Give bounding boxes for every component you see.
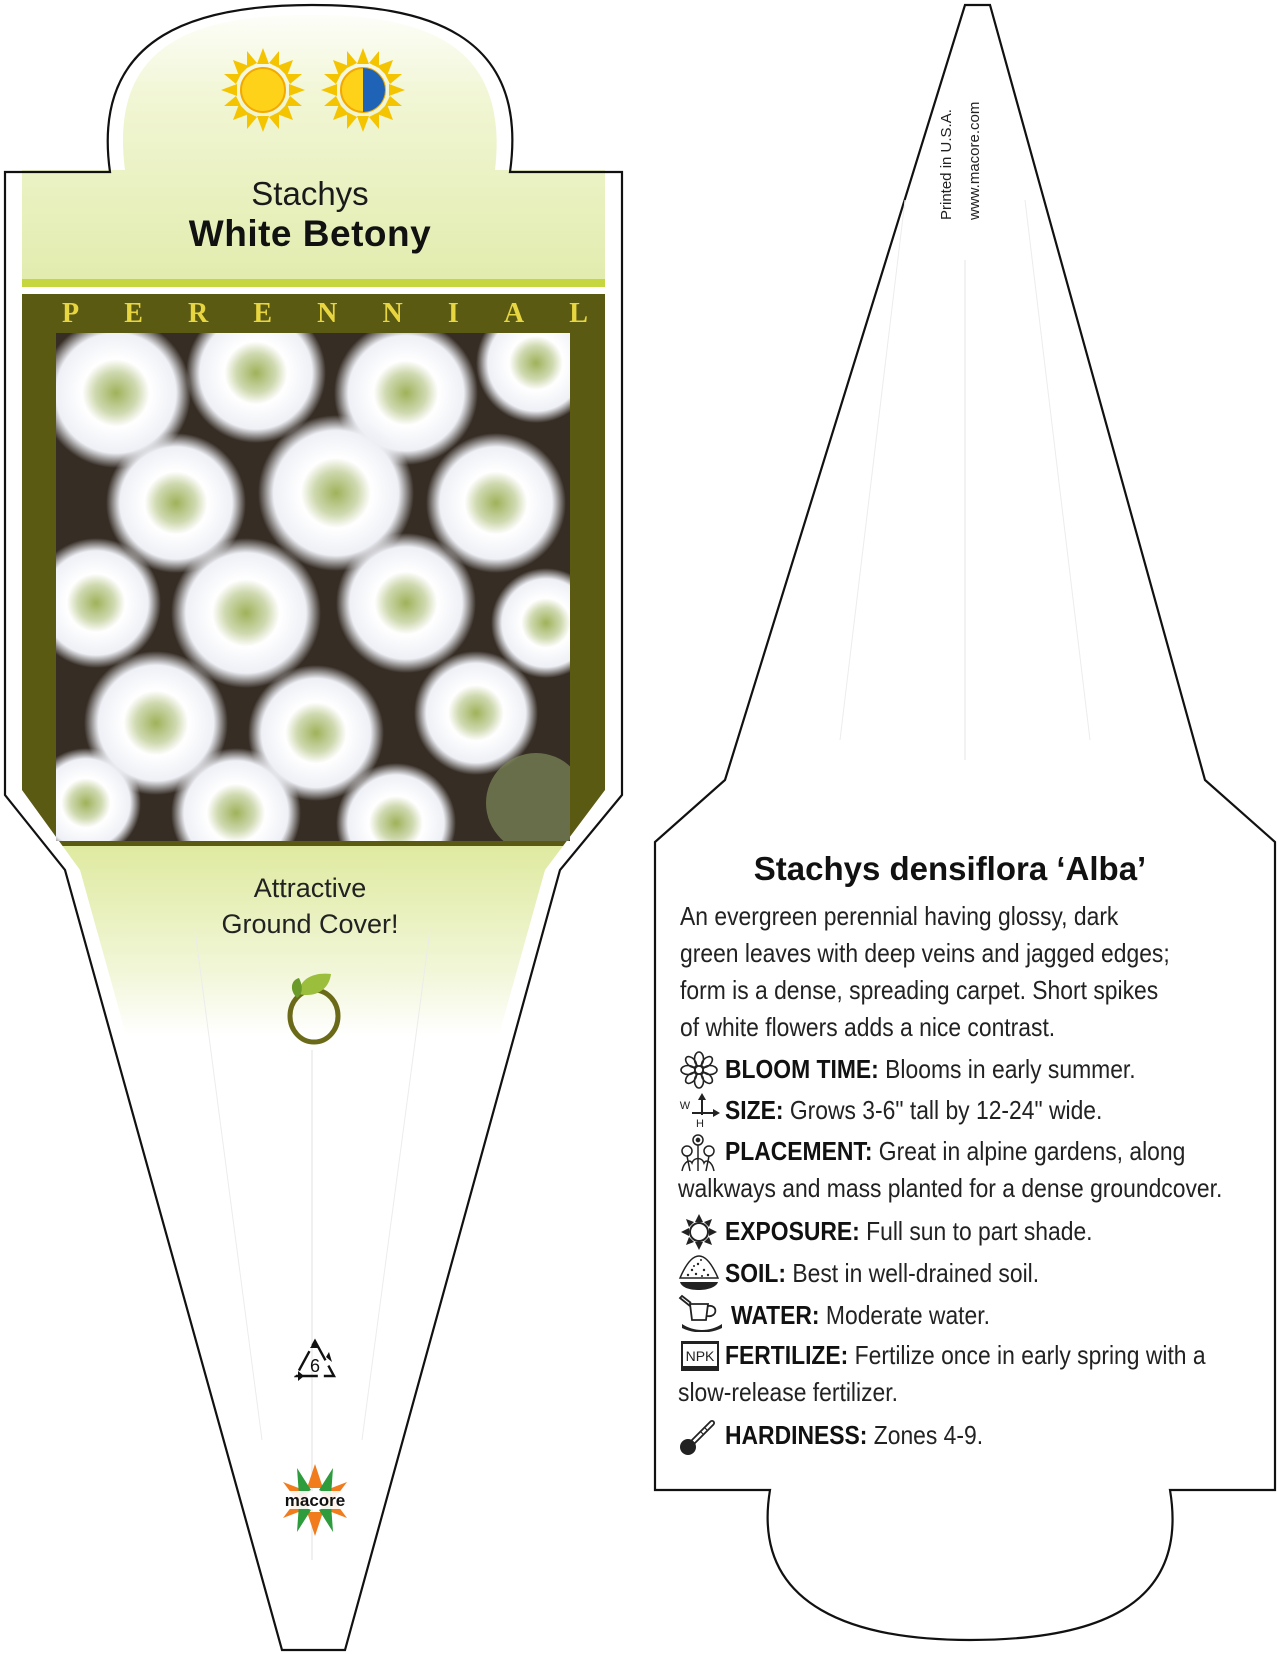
soil-text: Best in well-drained soil. xyxy=(786,1258,1040,1288)
fertilize-row-cont xyxy=(678,1374,898,1411)
sun-exposure-icon xyxy=(680,1213,718,1251)
soil-row xyxy=(725,1255,1039,1292)
full-sun-icon xyxy=(218,45,308,135)
bloom-time-row xyxy=(725,1051,1136,1088)
watering-can-icon xyxy=(678,1294,724,1332)
fertilize-text-2: slow-release fertilizer. xyxy=(678,1377,898,1407)
category-band xyxy=(22,296,606,332)
part-sun-icon xyxy=(318,45,408,135)
npk-label: NPK xyxy=(685,1348,715,1364)
tagline-line2: Ground Cover! xyxy=(221,909,399,939)
npk-fertilizer-icon xyxy=(680,1340,720,1372)
exposure-row xyxy=(725,1213,1093,1250)
water-row xyxy=(731,1297,990,1334)
printed-in-text: Printed in U.S.A. xyxy=(938,109,955,220)
category-letter: E xyxy=(253,298,273,329)
hardiness-label: HARDINESS: xyxy=(725,1420,868,1450)
placement-row-cont xyxy=(678,1170,1222,1207)
plant-photo xyxy=(56,333,570,841)
common-name-line1: Stachys xyxy=(251,175,369,212)
macore-logo xyxy=(270,1460,360,1540)
placement-text: Great in alpine gardens, along xyxy=(872,1136,1186,1166)
size-w-label: W xyxy=(679,1100,691,1112)
exposure-text: Full sun to part shade. xyxy=(859,1216,1093,1246)
soil-label: SOIL: xyxy=(725,1258,787,1288)
hardiness-text: Zones 4-9. xyxy=(867,1420,984,1450)
fertilize-label: FERTILIZE: xyxy=(725,1340,849,1370)
soil-icon xyxy=(678,1252,720,1292)
category-letter: L xyxy=(569,298,588,329)
placement-icon xyxy=(678,1133,718,1173)
tagline-line1: Attractive xyxy=(253,873,367,903)
brand-name: macore xyxy=(284,1491,346,1510)
website-text: www.macore.com xyxy=(966,101,983,220)
thermometer-icon xyxy=(678,1417,718,1457)
recycle-icon xyxy=(290,1338,340,1384)
size-h-label: H xyxy=(696,1118,704,1129)
size-row xyxy=(725,1092,1102,1129)
category-letter: N xyxy=(382,298,403,329)
category-letter: I xyxy=(447,298,459,329)
recycle-number: 6 xyxy=(309,1356,321,1376)
placement-text-2: walkways and mass planted for a dense groundcover. xyxy=(678,1173,1223,1203)
hardiness-row xyxy=(725,1417,983,1454)
common-name-line2: White Betony xyxy=(188,213,432,254)
category-letter: E xyxy=(124,298,143,329)
exposure-label: EXPOSURE: xyxy=(725,1216,860,1246)
water-label: WATER: xyxy=(731,1300,820,1330)
perennial-leaf-icon xyxy=(285,968,343,1046)
front-tagline xyxy=(160,870,460,942)
plant-description: An evergreen perennial having glossy, dark green leaves with deep veins and jagged edges; form is a dense, spreading carpet. Short spikes of white flowers adds a nice contrast. xyxy=(680,901,1170,1042)
placement-label: PLACEMENT: xyxy=(725,1136,873,1166)
category-letter: A xyxy=(503,298,525,329)
botanical-name: Stachys densiflora ‘Alba’ xyxy=(753,850,1147,887)
category-letter: P xyxy=(62,298,80,329)
fertilize-text: Fertilize once in early spring with a xyxy=(848,1340,1206,1370)
category-letter: R xyxy=(188,298,209,329)
water-text: Moderate water. xyxy=(819,1300,990,1330)
size-text: Grows 3-6" tall by 12-24" wide. xyxy=(783,1095,1103,1125)
fertilize-row xyxy=(725,1337,1206,1374)
bloom-time-text: Blooms in early summer. xyxy=(878,1054,1136,1084)
placement-row xyxy=(725,1133,1185,1170)
size-label: SIZE: xyxy=(725,1095,784,1125)
flower-icon xyxy=(680,1051,718,1089)
size-icon xyxy=(678,1093,722,1129)
category-letter: N xyxy=(317,298,338,329)
bloom-time-label: BLOOM TIME: xyxy=(725,1054,879,1084)
